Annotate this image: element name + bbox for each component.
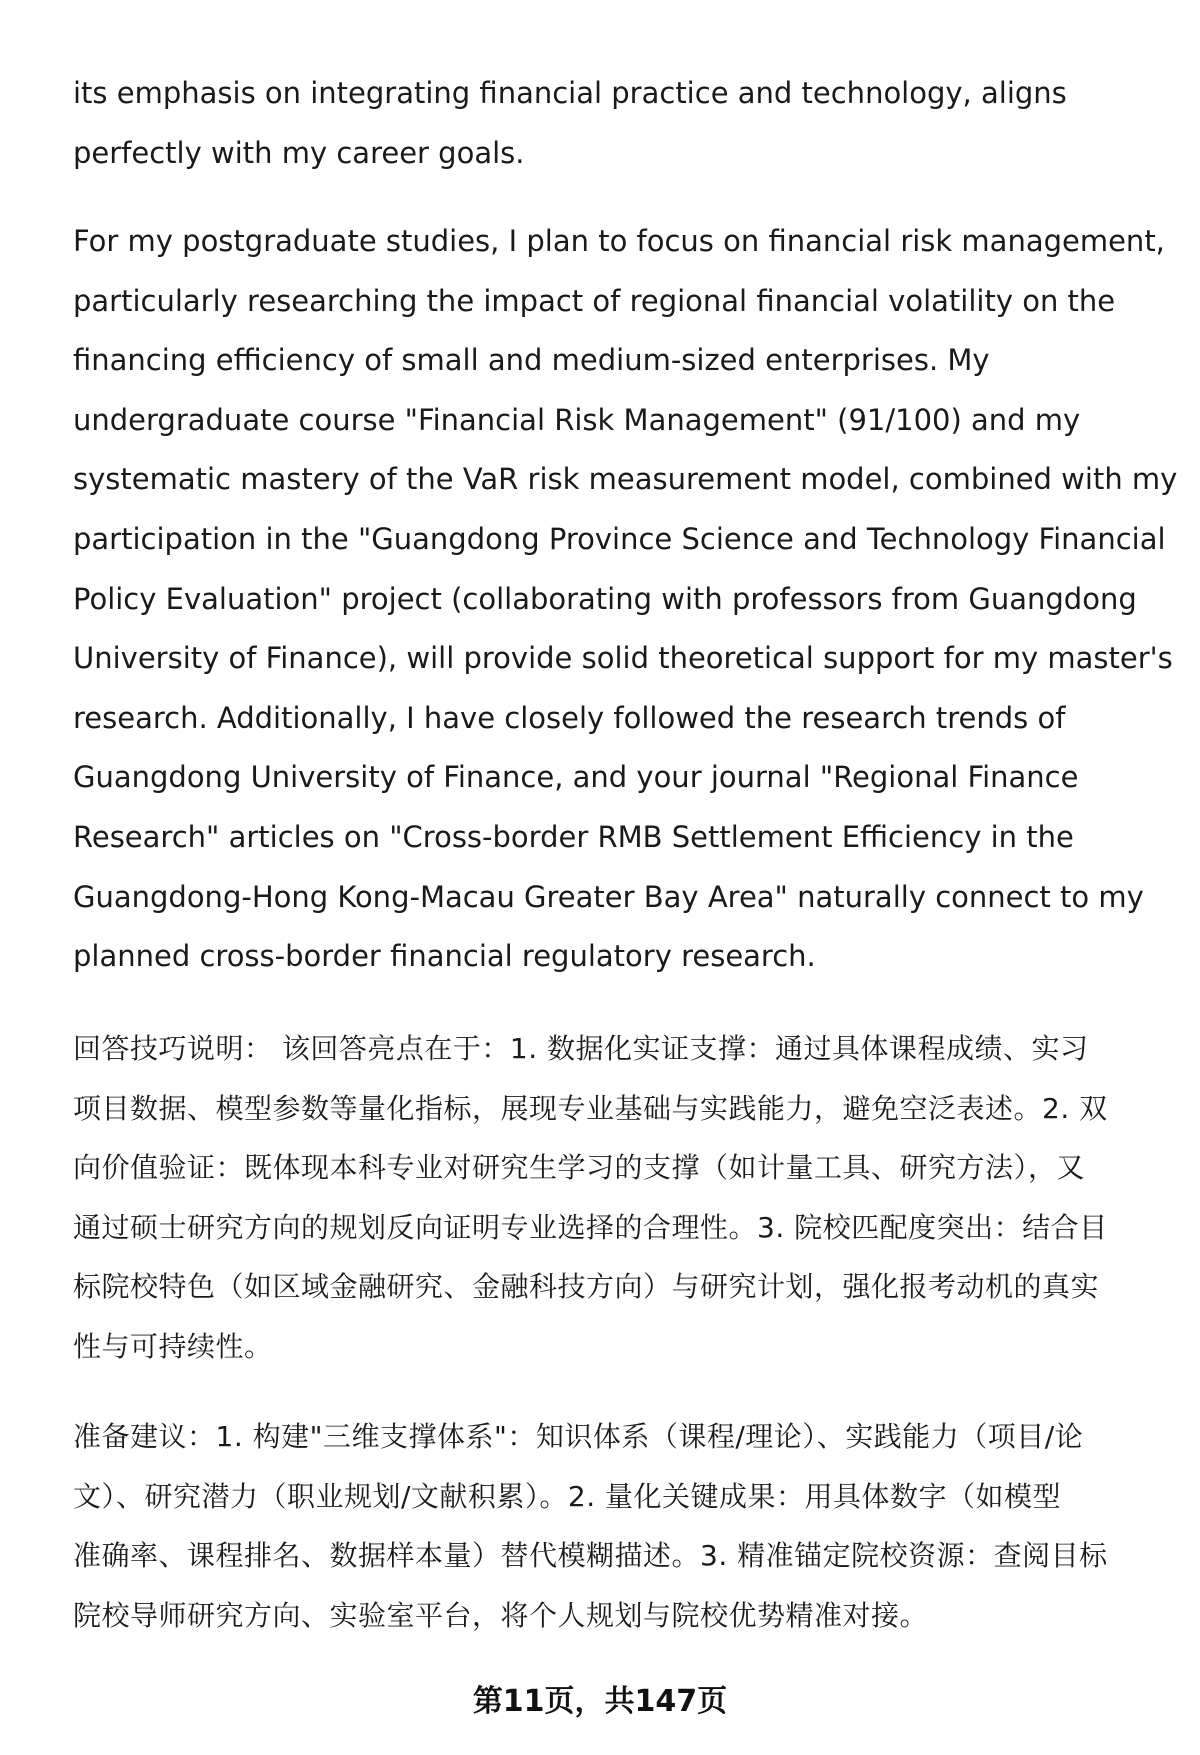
text-line: Research" articles on "Cross-border RMB Settlement Efficiency in the — [73, 819, 1074, 854]
text-line: 文）、研究潜力（职业规划/文献积累）。2. 量化关键成果：用具体数字（如模型 — [73, 1479, 1062, 1513]
text-line: Guangdong-Hong Kong-Macau Greater Bay Area" naturally connect to my — [73, 879, 1144, 914]
text-line: perfectly with my career goals. — [73, 135, 525, 170]
text-line: Guangdong University of Finance, and your journal "Regional Finance — [73, 760, 1079, 795]
text-line: 性与可持续性。 — [73, 1329, 273, 1363]
text-line: For my postgraduate studies, I plan to focus on financial risk management, — [73, 224, 1165, 258]
text-line: financing efficiency of small and medium-sized enterprises. My — [73, 343, 990, 378]
text-line: 回答技巧说明： 该回答亮点在于：1. 数据化实证支撑：通过具体课程成绩、实习 — [73, 1032, 1089, 1065]
text-line: 项目数据、模型参数等量化指标，展现专业基础与实践能力，避免空泛表述。2. 双 — [73, 1091, 1108, 1125]
paragraph-preparation-advice — [73, 1407, 1163, 1645]
text-line: research. Additionally, I have closely followed the research trends of — [73, 700, 1066, 735]
text-line: 准确率、课程排名、数据样本量）替代模糊描述。3. 精准锚定院校资源：查阅目标 — [73, 1539, 1108, 1573]
page-number: 第11页，共147页 — [472, 1684, 728, 1719]
text-line: undergraduate course "Financial Risk Management" (91/100) and my — [73, 402, 1081, 437]
text-line: planned cross-border financial regulatory research. — [73, 939, 816, 974]
text-line: 标院校特色（如区域金融研究、金融科技方向）与研究计划，强化报考动机的真实 — [73, 1270, 1100, 1304]
paragraph-study-plan — [73, 212, 1178, 987]
text-line: University of Finance), will provide solid theoretical support for my master's — [73, 641, 1173, 676]
text-line: Policy Evaluation" project (collaborating with professors from Guangdong — [73, 581, 1137, 616]
text-line: systematic mastery of the VaR risk measurement model, combined with my — [73, 462, 1178, 497]
text-line: 向价值验证：既体现本科专业对研究生学习的支撑（如计量工具、研究方法），又 — [73, 1151, 1086, 1185]
paragraph-career-goals — [73, 64, 1163, 183]
text-line: participation in the "Guangdong Province Science and Technology Financial — [73, 521, 1166, 556]
paragraph-answer-tips — [73, 1019, 1163, 1377]
text-line: 准备建议：1. 构建"三维支撑体系"：知识体系（课程/理论）、实践能力（项目/论 — [73, 1420, 1084, 1453]
text-line: particularly researching the impact of regional financial volatility on the — [73, 283, 1116, 318]
text-line: 通过硕士研究方向的规划反向证明专业选择的合理性。3. 院校匹配度突出：结合目 — [73, 1210, 1108, 1244]
text-line: its emphasis on integrating financial practice and technology, aligns — [73, 76, 1067, 110]
text-line: 院校导师研究方向、实验室平台，将个人规划与院校优势精准对接。 — [73, 1598, 929, 1632]
